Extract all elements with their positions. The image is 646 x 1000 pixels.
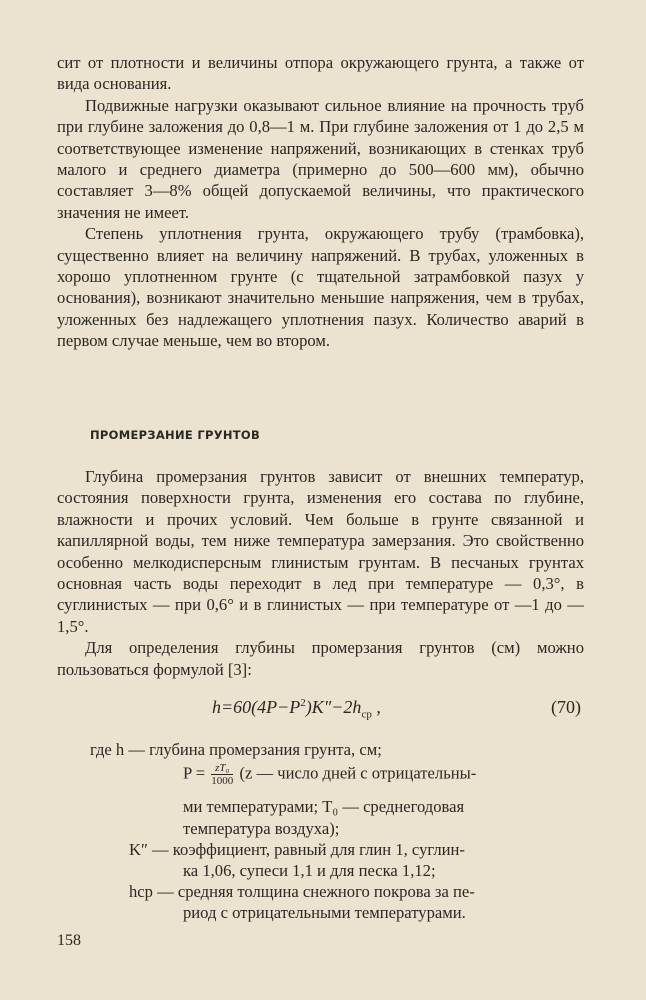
text-block-middle: [57, 466, 584, 680]
def-p: P = $\frac{\text{zT₀}}{1000}$ (z — число дней с отрицательны-: [183, 762, 477, 787]
paragraph-2: Подвижные нагрузки оказывают сильное влияние на прочность труб при глубине заложения до 0,8—1 м. При глубине заложения от 1 до 2,5 м соответствующее изменение напряжений, возникающих в стенках труб малого и среднего диаметра (примерно до 500—600 мм), обычно составляет 3—8% общей допускаемой величины, что практического значения не имеет.: [57, 95, 584, 222]
def-k: K″ — коэффициент, равный для глин 1, суглин-: [129, 840, 465, 859]
paragraph-3: Степень уплотнения грунта, окружающего трубу (трамбовка), существенно влияет на величину напряжений. В трубах, уложенных в хорошо уплотненном грунте (с тщательной затрамбовкой пазух у основания), возникают значительно меньшие напряжения, чем в трубах, уложенных без надлежащего уплотнения пазух. Количество аварий в первом случае меньше, чем во втором.: [57, 224, 584, 351]
paragraph-1: сит от плотности и величины отпора окружающего грунта, а также от вида основания.: [57, 53, 584, 94]
def-h: где h — глубина промерзания грунта, см;: [90, 740, 382, 759]
paragraph-4: Глубина промерзания грунтов зависит от внешних температур, состояния поверхности грунта, изменения его состава по глубине, влажности и прочих условий. Чем больше в грунте связанной и капиллярной воды, тем ниже температура замерзания. Это свойственно особенно мелкодисперсным глинистым грунтам. В песчаных грунтах основная часть воды переходит в лед при температуре — 0,3°, в суглинистых — при 0,6° и в глинистых — при температуре от —1 до —1,5°.: [57, 467, 584, 636]
def-hcp-line2: риод с отрицательными температурами.: [183, 903, 466, 922]
section-heading: ПРОМЕРЗАНИЕ ГРУНТОВ: [90, 428, 261, 442]
formula-sub: ср: [361, 708, 372, 721]
formula-sup: 2: [300, 697, 306, 709]
paragraph-5: Для определения глубины промерзания грунтов (см) можно пользоваться формулой [3]:: [57, 638, 584, 679]
formula-rhs: )K″−2h: [305, 697, 362, 717]
equation-number: (70): [551, 697, 581, 717]
fraction: $\frac{\text{zT₀}}{1000}$: [211, 762, 234, 787]
def-p-line3: температура воздуха);: [183, 819, 340, 838]
def-p-line2: ми температурами; T₀ — среднегодовая: [183, 797, 465, 816]
text-block-top: [57, 52, 584, 352]
def-k-line2: ка 1,06, супеси 1,1 и для песка 1,12;: [183, 861, 436, 880]
formula-lhs: h=60(4P−P: [212, 697, 301, 717]
formula: $h=60(4P-P^2)K''-2h_{ср}$ ,: [212, 697, 381, 721]
page-number: 158: [57, 932, 81, 949]
def-hcp: hср — средняя толщина снежного покрова за пе-: [129, 882, 475, 901]
